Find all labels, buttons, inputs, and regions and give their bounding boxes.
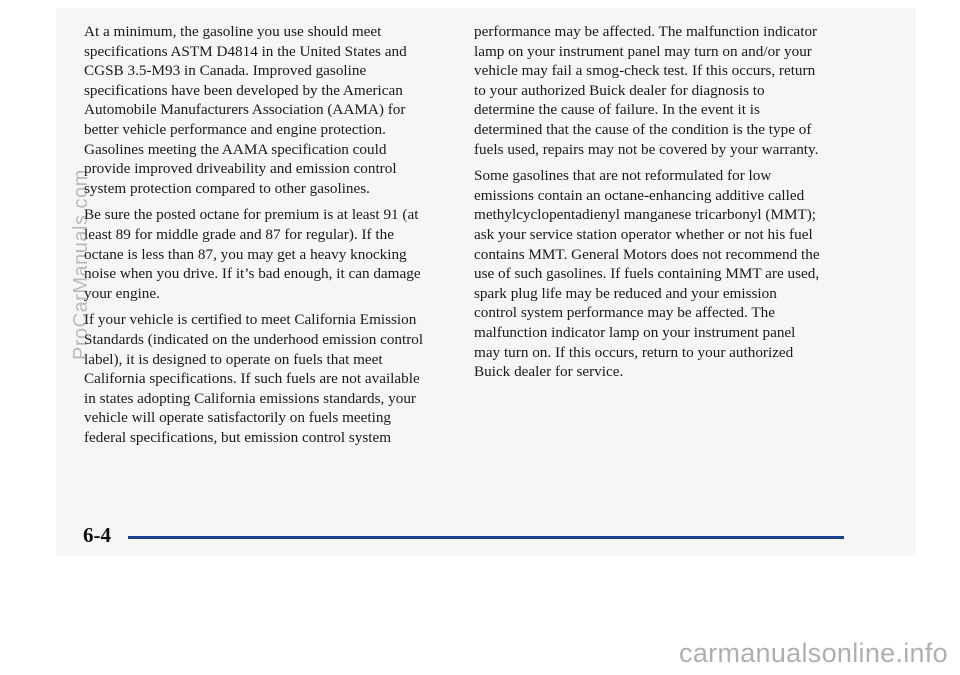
paragraph-octane-rating: Be sure the posted octane for premium is at least 91 (at least 89 for middle grade and 87 for regular). If the octane is less than 87, you may get a heavy knocking noise when you drive. If it’s bad enough, it can damage your engine. — [84, 206, 421, 302]
footer-rule — [128, 536, 844, 539]
page-number: 6-4 — [83, 523, 111, 547]
bottom-watermark: carmanualsonline.info — [679, 638, 948, 668]
paragraph-gasoline-specifications: At a minimum, the gasoline you use should meet specifications ASTM D4814 in the United States and CGSB 3.5-M93 in Canada. Improved gasoline specifications have been developed by the American Automobile Manufacturers Association (AAMA) for better vehicle performance and engine protection. Gasolines meeting the AAMA specification could provide improved driveability and emission control system protection compared to other gasolines. — [84, 23, 407, 197]
left-text-column — [84, 22, 456, 454]
paragraph-california-emission: If your vehicle is certified to meet California Emission Standards (indicated on the underhood emission control label), it is designed to operate on fuels that meet California specifications. If such fuels are not available in states adopting California emissions standards, your vehicle will operate satisfactorily on fuels meeting federal specifications, but emission control system — [84, 311, 424, 446]
paragraph-mmt-additive: Some gasolines that are not reformulated for low emissions contain an octane-enhancing additive called methylcyclopentadienyl manganese tricarbonyl (MMT); ask your service station operator whether or not his fuel contains MMT. General Motors does not recommend the use of such gasolines. If fuels containing MMT are used, spark plug life may be reduced and your emission control system performance may be affected. The malfunction indicator lamp on your instrument panel may turn on. If this occurs, return to your authorized Buick dealer for service. — [474, 167, 820, 381]
right-text-column — [474, 22, 848, 389]
paragraph-malfunction-indicator: performance may be affected. The malfunction indicator lamp on your instrument panel may turn on and/or your vehicle may fail a smog-check test. If this occurs, return to your authorized Buick dealer for diagnosis to determine the cause of failure. In the event it is determined that the cause of the condition is the type of fuels used, repairs may not be covered by your warranty. — [474, 23, 819, 158]
side-watermark: ProCarManuals.com — [70, 169, 92, 360]
